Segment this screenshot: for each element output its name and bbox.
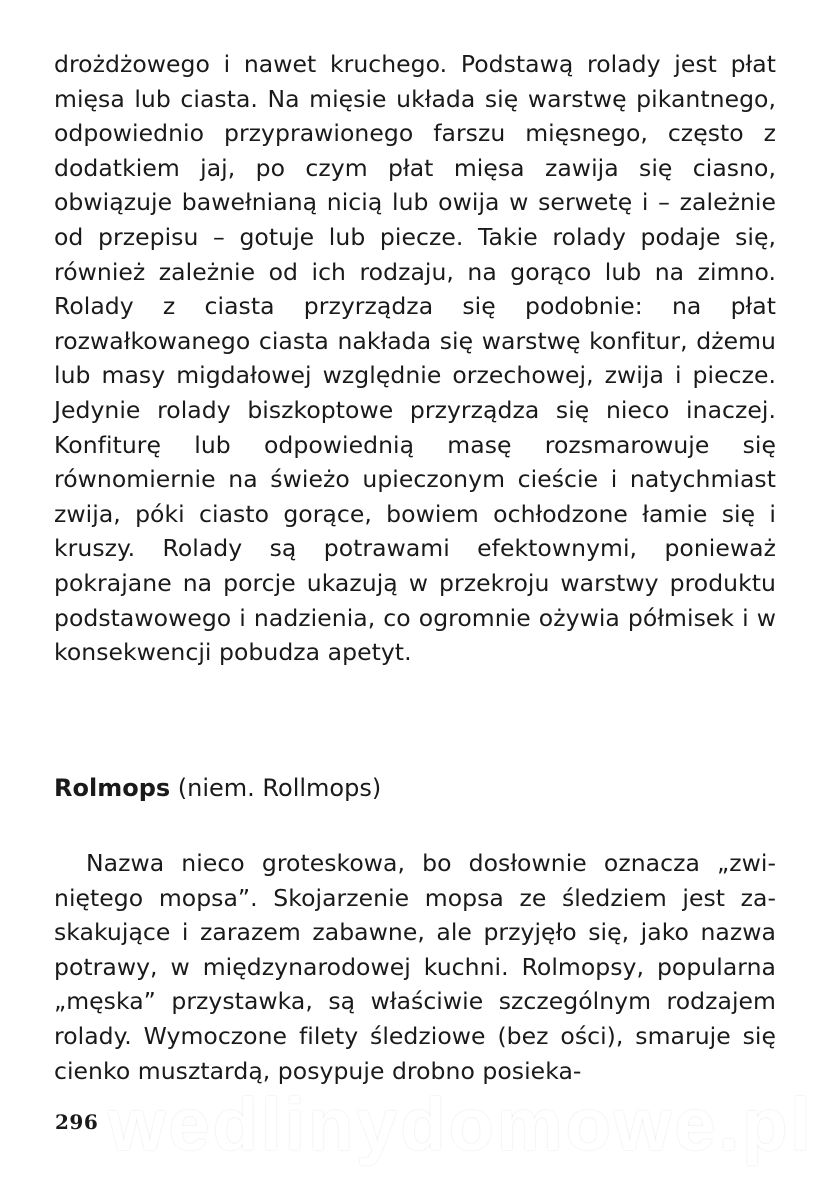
entry-etymology: (niem. Rollmops) [170,774,382,802]
watermark: wedlinydomowe.pl [108,1083,814,1166]
page-number: 296 [55,1110,99,1134]
paragraph-rolmops-description: Nazwa nieco groteskowa, bo dosłownie oznacza „zwiniętego mopsa”. Skojarzenie mopsa ze śledziem jest zaskakujące i zarazem zabawne, ale przyjęło się, jako nazwa potrawy, w międzynarodowej kuchni. Rolmopsy, popularna „męska” przystawka, są właściwie szczególnym rodzajem rolady. Wymoczone filety śledziowe (bez ości), smaruje się cienko musztardą, posypuje drobno posieka- [54,849,776,1085]
entry-term: Rolmops [54,774,171,802]
entry-heading-rolmops [54,771,381,805]
paragraph-rolada-continuation: drożdżowego i nawet kruchego. Podstawą rolady jest płat mięsa lub ciasta. Na mięsie układa się warstwę pikantnego, odpowiednio przyprawionego farszu mięsnego, często z dodatkiem jaj, po czym płat mięsa zawija się ciasno, obwiązuje bawełnianą nicią lub owija w serwetę i – zależnie od przepisu – gotuje lub piecze. Takie rolady podaje się, również zależnie od ich rodzaju, na gorąco lub na zimno. Rolady z ciasta przyrządza się podobnie: na płat rozwałkowanego ciasta nakłada się warstwę konfitur, dżemu lub masy migdałowej względnie orzechowej, zwija i piecze. Jedynie rolady biszkoptowe przyrządza się nieco inaczej. Konfiturę lub odpowiednią masę rozsmarowuje się równomiernie na świeżo upieczonym cieście i natychmiast zwija, póki ciasto gorące, bowiem ochłodzone łamie się i kruszy. Rolady są potrawami efektownymi, ponieważ pokrajane na porcje ukazują w przekroju warstwy produktu podstawowego i nadzienia, co ogromnie ożywia półmisek i w konsekwencji pobudza apetyt. [54,50,776,667]
